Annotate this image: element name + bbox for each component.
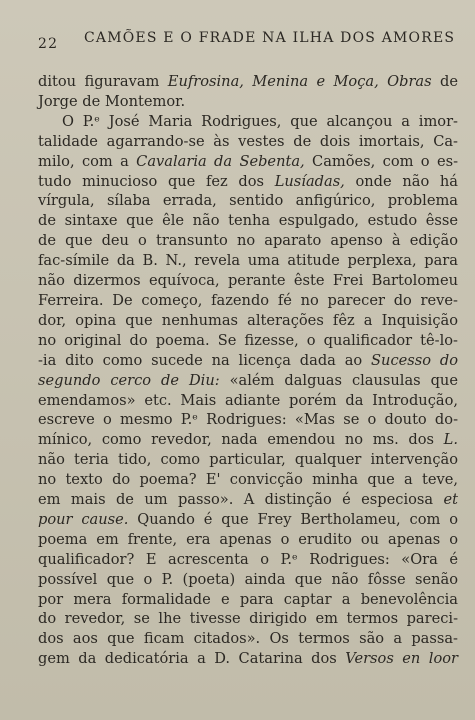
text-line <box>38 191 458 211</box>
text-line <box>38 490 458 510</box>
text-line <box>38 391 458 411</box>
body-text <box>38 72 458 669</box>
text-line <box>38 92 458 112</box>
text-line <box>38 251 458 271</box>
italic-segment: pour cause. <box>38 510 129 528</box>
text-segment: Ferreira. De começo, fazendo fé no parecer do reve- <box>38 291 458 309</box>
text-segment: -ia dito como sucede na licença dada ao <box>38 351 372 369</box>
italic-segment: Sucesso do <box>371 351 458 369</box>
text-line <box>38 450 458 470</box>
text-segment: gem da dedicatória a D. Catarina dos <box>38 650 346 668</box>
text-line <box>38 649 458 669</box>
text-segment: Quando é que Frey Bertholameu, com o <box>128 510 458 528</box>
text-segment: possível que o P. (poeta) ainda que não fôsse senão <box>38 570 458 588</box>
text-line <box>38 152 458 172</box>
page-number: 22 <box>38 36 59 52</box>
text-line <box>38 331 458 351</box>
running-title: CAMÕES E O FRADE NA ILHA DOS AMORES <box>84 30 456 46</box>
text-segment: de sintaxe que êle não tenha espulgado, estudo êsse <box>38 212 458 230</box>
text-segment: onde não há <box>344 172 458 190</box>
text-line <box>38 211 458 231</box>
text-segment: escreve o mesmo P.ᵉ Rodrigues: «Mas se o douto do- <box>38 411 458 429</box>
text-line <box>38 430 458 450</box>
text-segment: por mera formalidade e para captar a benevolência <box>38 590 458 608</box>
text-segment: de que deu o transunto no aparato apenso à edição <box>38 232 458 250</box>
text-line <box>38 629 458 649</box>
text-line <box>38 311 458 331</box>
text-line <box>38 570 458 590</box>
text-line <box>38 550 458 570</box>
italic-segment: et <box>443 491 458 509</box>
text-segment: mínico, como revedor, nada emendou no ms. dos <box>38 431 444 449</box>
italic-segment: Cavalaria da Sebenta, <box>136 152 305 170</box>
text-segment: não teria tido, como particular, qualquer intervenção <box>38 451 458 469</box>
italic-segment: L. <box>443 431 458 449</box>
text-segment: qualificador? E acrescenta o P.ᵉ Rodrigues: «Ora é <box>38 550 458 568</box>
text-line <box>38 231 458 251</box>
text-segment: Camões, com o es- <box>304 152 458 170</box>
text-line <box>38 590 458 610</box>
text-line <box>38 410 458 430</box>
text-line <box>38 72 458 92</box>
italic-segment: Eufrosina, Menina e Moça, Obras <box>167 73 432 90</box>
text-segment: em mais de um passo». A distinção é especiosa <box>38 491 444 509</box>
text-segment: talidade agarrando-se às vestes de dois imortais, Ca- <box>38 132 458 150</box>
text-segment: do revedor, se lhe tivesse dirigido em termos pareci- <box>38 610 458 628</box>
text-segment: fac-símile da B. N., revela uma atitude perplexa, para <box>38 252 458 270</box>
text-segment: O P.ᵉ José Maria Rodrigues, que alcançou a imor- <box>62 112 458 130</box>
text-segment: ditou figuravam <box>38 73 168 90</box>
text-segment: dor, opina que nenhumas alterações fêz a Inquisição <box>38 311 458 329</box>
text-line <box>38 291 458 311</box>
text-line <box>38 112 458 132</box>
text-line <box>38 172 458 192</box>
text-segment: dos aos que ficam citados». Os termos são a passa- <box>38 630 458 648</box>
italic-segment: Lusíadas, <box>274 172 345 190</box>
text-segment: Jorge de Montemor. <box>38 92 186 110</box>
text-segment: «além dalguas clausulas que <box>219 371 458 389</box>
text-line <box>38 271 458 291</box>
italic-segment: segundo cerco de Diu: <box>38 371 220 389</box>
text-line <box>38 351 458 371</box>
text-segment: não dizermos equívoca, perante êste Frei Bartolomeu <box>38 272 458 290</box>
italic-segment: Versos en loor <box>345 650 458 668</box>
text-segment: no original do poema. Se fizesse, o qualificador tê-lo- <box>38 331 458 349</box>
text-line <box>38 132 458 152</box>
text-segment: vírgula, sílaba errada, sentido anfigúrico, problema <box>38 192 458 210</box>
page-header <box>38 30 456 52</box>
text-line <box>38 530 458 550</box>
text-segment: milo, com a <box>38 152 137 170</box>
text-line <box>38 470 458 490</box>
text-segment: tudo minucioso que fez dos <box>38 172 275 190</box>
text-line <box>38 609 458 629</box>
text-segment: poema em frente, era apenas o erudito ou apenas o <box>38 530 458 548</box>
text-line <box>38 371 458 391</box>
text-segment: de <box>431 73 458 90</box>
text-segment: no texto do poema? E' convicção minha que a teve, <box>38 471 458 489</box>
text-line <box>38 510 458 530</box>
text-segment: emendamos» etc. Mais adiante porém da Introdução, <box>38 391 458 409</box>
